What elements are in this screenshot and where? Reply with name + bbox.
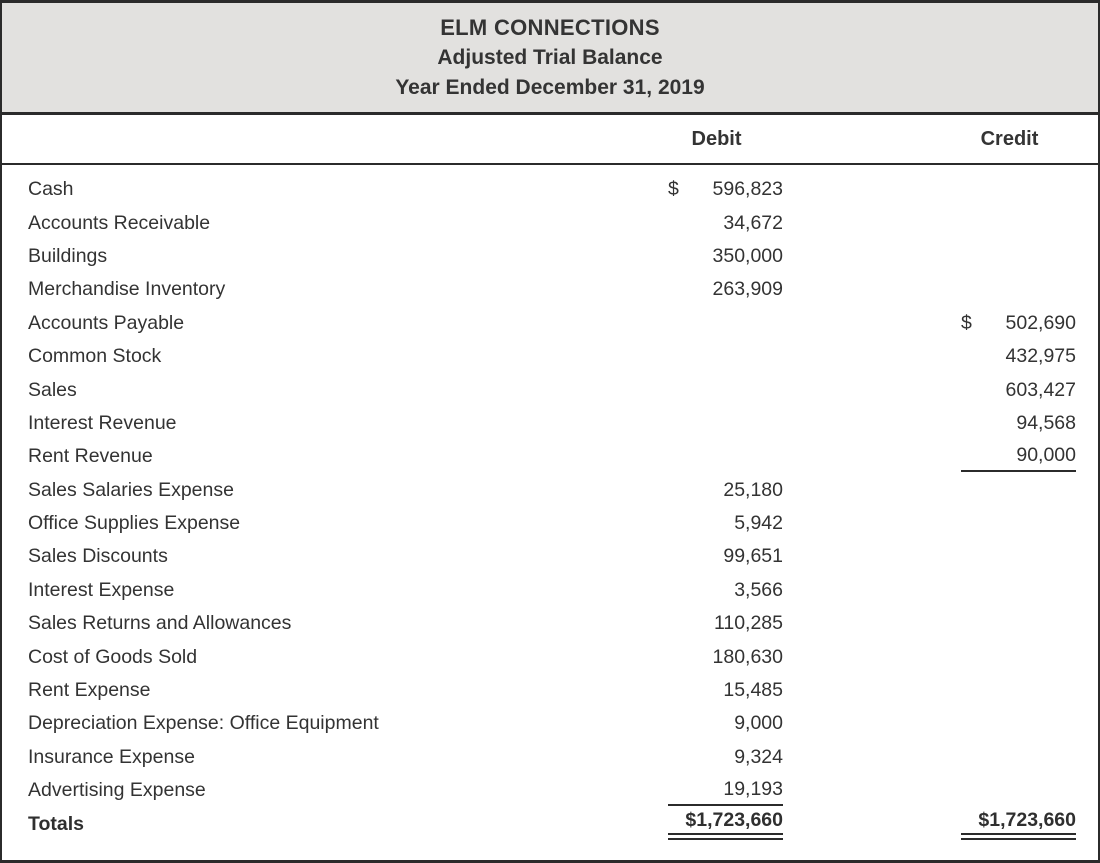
debit-amount-cell	[668, 742, 783, 773]
credit-amount-cell	[961, 508, 1076, 539]
debit-value: 9,324	[734, 745, 783, 768]
table-row	[2, 206, 1098, 239]
debit-amount-cell	[668, 341, 783, 372]
dollar-sign: $	[668, 178, 679, 201]
table-row	[2, 407, 1098, 440]
debit-value: 180,630	[712, 645, 783, 668]
table-row	[2, 474, 1098, 507]
debit-amount-cell	[668, 809, 783, 840]
debit-amount-cell	[668, 441, 783, 472]
debit-amount-cell	[668, 408, 783, 439]
credit-value: 432,975	[1005, 345, 1076, 368]
document-header	[2, 3, 1098, 115]
company-name: ELM CONNECTIONS	[440, 14, 660, 40]
debit-amount-cell	[668, 608, 783, 639]
debit-amount-cell	[668, 708, 783, 739]
debit-value: 15,485	[723, 679, 783, 702]
debit-value: 3,566	[734, 578, 783, 601]
debit-value: 34,672	[723, 211, 783, 234]
totals-row	[2, 807, 1098, 840]
report-title: Adjusted Trial Balance	[437, 45, 663, 69]
credit-column-header: Credit	[980, 127, 1039, 150]
debit-value: 596,823	[712, 178, 783, 201]
debit-value: 19,193	[723, 778, 783, 801]
table-row	[2, 307, 1098, 340]
credit-amount-cell	[961, 608, 1076, 639]
totals-label: Totals	[28, 812, 84, 835]
debit-value: 25,180	[723, 478, 783, 501]
debit-value: $1,723,660	[685, 809, 783, 832]
credit-amount-cell	[961, 341, 1076, 372]
credit-amount-cell	[961, 375, 1076, 406]
account-name: Advertising Expense	[28, 779, 206, 802]
debit-value: 110,285	[713, 612, 783, 635]
debit-amount-cell	[668, 174, 783, 205]
debit-value: 263,909	[712, 278, 783, 301]
debit-value: 5,942	[734, 512, 783, 535]
credit-amount-cell	[961, 208, 1076, 239]
credit-amount-cell	[961, 575, 1076, 606]
debit-amount-cell	[668, 541, 783, 572]
account-name: Rent Revenue	[28, 445, 153, 468]
credit-amount-cell	[961, 775, 1076, 806]
column-headers-row	[2, 115, 1098, 165]
account-name: Rent Expense	[28, 679, 151, 702]
account-name: Common Stock	[28, 345, 162, 368]
credit-amount-cell	[961, 809, 1076, 840]
table-row	[2, 340, 1098, 373]
credit-amount-cell	[961, 408, 1076, 439]
table-row	[2, 540, 1098, 573]
debit-value: 350,000	[712, 244, 783, 267]
credit-value: 94,568	[1016, 411, 1076, 434]
account-name: Accounts Receivable	[28, 211, 211, 234]
credit-amount-cell	[961, 475, 1076, 506]
account-name: Interest Expense	[28, 578, 175, 601]
credit-amount-cell	[961, 441, 1076, 472]
credit-amount-cell	[961, 274, 1076, 305]
report-period: Year Ended December 31, 2019	[395, 75, 705, 99]
table-row	[2, 373, 1098, 406]
account-name: Insurance Expense	[28, 745, 195, 768]
debit-amount-cell	[668, 508, 783, 539]
table-row	[2, 440, 1098, 473]
debit-amount-cell	[668, 241, 783, 272]
account-name: Office Supplies Expense	[28, 512, 241, 535]
credit-value: $1,723,660	[978, 809, 1076, 832]
table-row	[2, 674, 1098, 707]
table-row	[2, 640, 1098, 673]
table-row	[2, 273, 1098, 306]
debit-amount-cell	[668, 475, 783, 506]
dollar-sign: $	[961, 311, 972, 334]
table-row	[2, 507, 1098, 540]
credit-amount-cell	[961, 241, 1076, 272]
account-name: Sales Returns and Allowances	[28, 612, 292, 635]
account-name: Sales Discounts	[28, 545, 168, 568]
account-name: Buildings	[28, 244, 108, 267]
account-name: Cost of Goods Sold	[28, 645, 198, 668]
credit-value: 603,427	[1005, 378, 1076, 401]
credit-amount-cell	[961, 742, 1076, 773]
credit-amount-cell	[961, 642, 1076, 673]
debit-amount-cell	[668, 775, 783, 806]
credit-value: 502,690	[1005, 311, 1076, 334]
credit-amount-cell	[961, 308, 1076, 339]
table-row	[2, 607, 1098, 640]
debit-amount-cell	[668, 208, 783, 239]
table-row	[2, 240, 1098, 273]
debit-column-header: Debit	[691, 127, 742, 150]
account-name: Sales	[28, 378, 77, 401]
debit-value: 9,000	[734, 712, 783, 735]
account-name: Cash	[28, 178, 74, 201]
table-row	[2, 774, 1098, 807]
credit-amount-cell	[961, 541, 1076, 572]
debit-amount-cell	[668, 308, 783, 339]
debit-amount-cell	[668, 575, 783, 606]
account-name: Sales Salaries Expense	[28, 478, 234, 501]
account-name: Merchandise Inventory	[28, 278, 226, 301]
table-row	[2, 574, 1098, 607]
debit-amount-cell	[668, 642, 783, 673]
credit-value: 90,000	[1016, 444, 1076, 467]
account-name: Interest Revenue	[28, 411, 177, 434]
debit-amount-cell	[668, 274, 783, 305]
credit-amount-cell	[961, 174, 1076, 205]
table-row	[2, 173, 1098, 206]
accounts-table-body	[2, 165, 1098, 841]
table-row	[2, 741, 1098, 774]
table-row	[2, 707, 1098, 740]
debit-amount-cell	[668, 375, 783, 406]
account-name: Depreciation Expense: Office Equipment	[28, 712, 379, 735]
debit-value: 99,651	[723, 545, 783, 568]
account-name: Accounts Payable	[28, 311, 185, 334]
credit-amount-cell	[961, 708, 1076, 739]
credit-amount-cell	[961, 675, 1076, 706]
debit-amount-cell	[668, 675, 783, 706]
